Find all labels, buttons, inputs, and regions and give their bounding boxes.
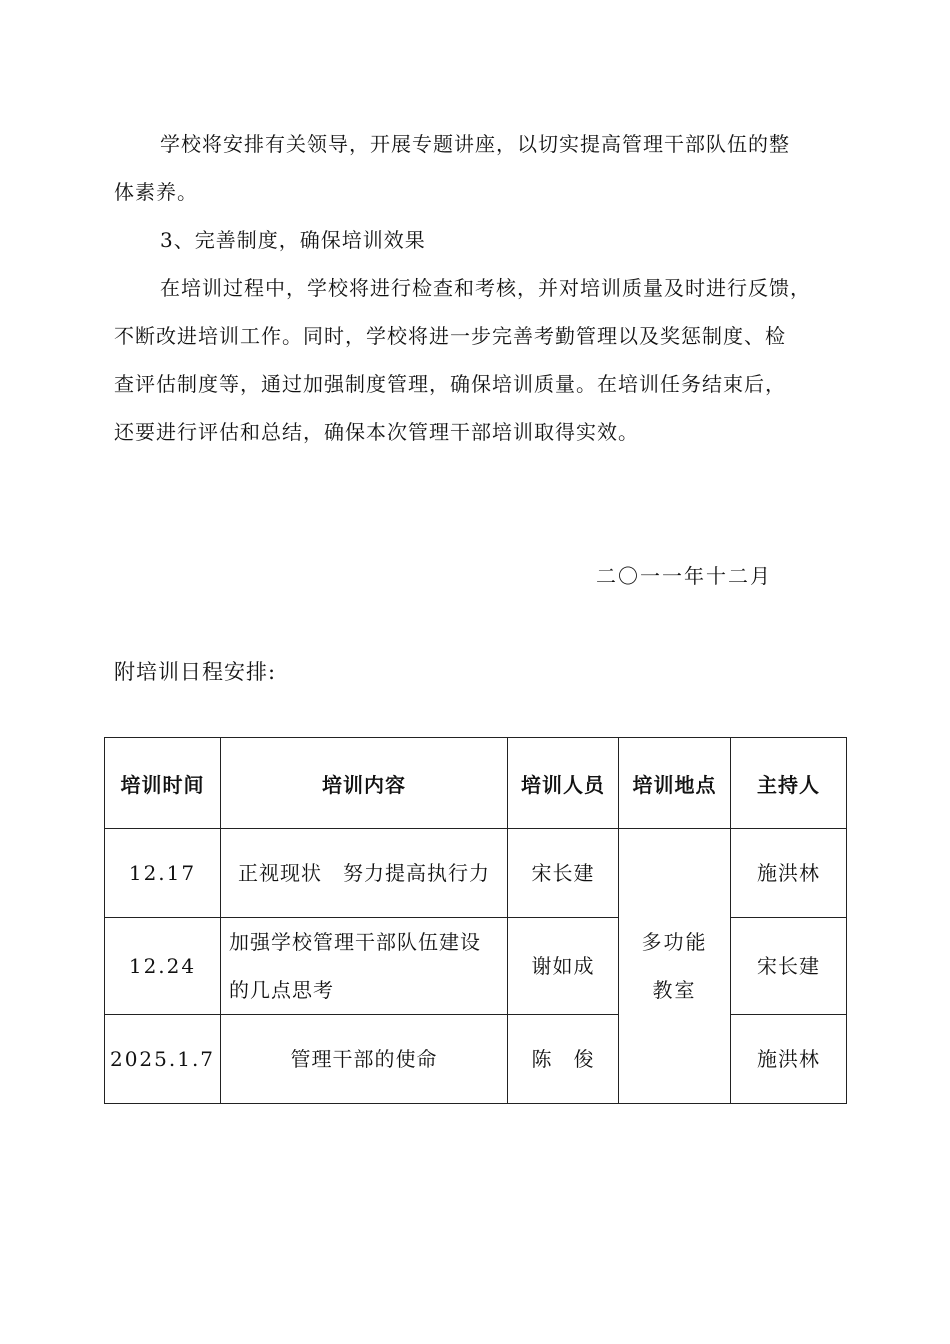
row-3-host — [731, 1015, 847, 1104]
row-3-host-text: 施洪林 — [757, 1047, 820, 1071]
table-header-row — [105, 738, 847, 829]
header-host: 主持人 — [731, 738, 847, 829]
row-1-person-text: 宋长建 — [531, 861, 595, 885]
appendix-title: 附培训日程安排: — [114, 660, 277, 684]
row-2-host — [731, 918, 847, 1015]
paragraph-2-line-2: 不断改进培训工作。同时，学校将进一步完善考勤管理以及奖惩制度、检 — [114, 324, 786, 348]
row-3-content-text: 管理干部的使命 — [290, 1047, 438, 1071]
header-training-location: 培训地点 — [619, 738, 731, 829]
paragraph-2-line-3: 查评估制度等，通过加强制度管理，确保培训质量。在培训任务结束后， — [114, 372, 786, 396]
row-2-time: 12.24 — [105, 918, 221, 1015]
venue-line-2: 教室 — [652, 978, 697, 1002]
header-training-staff: 培训人员 — [508, 738, 619, 829]
venue-cell — [619, 829, 731, 1104]
row-1-host — [731, 829, 847, 918]
paragraph-2-line-4: 还要进行评估和总结，确保本次管理干部培训取得实效。 — [114, 420, 639, 444]
row-3-time: 2025.1.7 — [105, 1015, 221, 1104]
row-1-host-text: 施洪林 — [757, 861, 820, 885]
paragraph-1-line-1: 学校将安排有关领导，开展专题讲座，以切实提高管理干部队伍的整 — [160, 132, 790, 156]
paragraph-2-line-1: 在培训过程中，学校将进行检查和考核，并对培训质量及时进行反馈， — [160, 276, 811, 300]
header-training-content: 培训内容 — [221, 738, 508, 829]
row-1-content — [221, 829, 508, 918]
row-3-content — [221, 1015, 508, 1104]
document-date: 二〇一一年十二月 — [596, 564, 772, 588]
paragraph-1-line-2: 体素养。 — [114, 180, 198, 204]
training-schedule-table — [104, 737, 847, 1104]
row-2-content-line-1: 加强学校管理干部队伍建设 — [229, 930, 481, 954]
table-row — [105, 829, 847, 918]
row-2-person-text: 谢如成 — [531, 954, 595, 978]
row-2-person — [508, 918, 619, 1015]
table-row — [105, 918, 847, 1015]
header-training-time: 培训时间 — [105, 738, 221, 829]
row-1-person — [508, 829, 619, 918]
row-1-time: 12.17 — [105, 829, 221, 918]
row-3-person — [508, 1015, 619, 1104]
section-heading-3: 3、完善制度，确保培训效果 — [160, 228, 426, 252]
row-1-content-text: 正视现状 努力提高执行力 — [238, 861, 490, 885]
row-2-content — [221, 918, 508, 1015]
venue-line-1: 多功能 — [641, 930, 708, 954]
row-3-person-text: 陈 俊 — [531, 1047, 595, 1071]
row-2-content-line-2: 的几点思考 — [229, 978, 334, 1002]
row-2-host-text: 宋长建 — [757, 954, 820, 978]
table-row — [105, 1015, 847, 1104]
